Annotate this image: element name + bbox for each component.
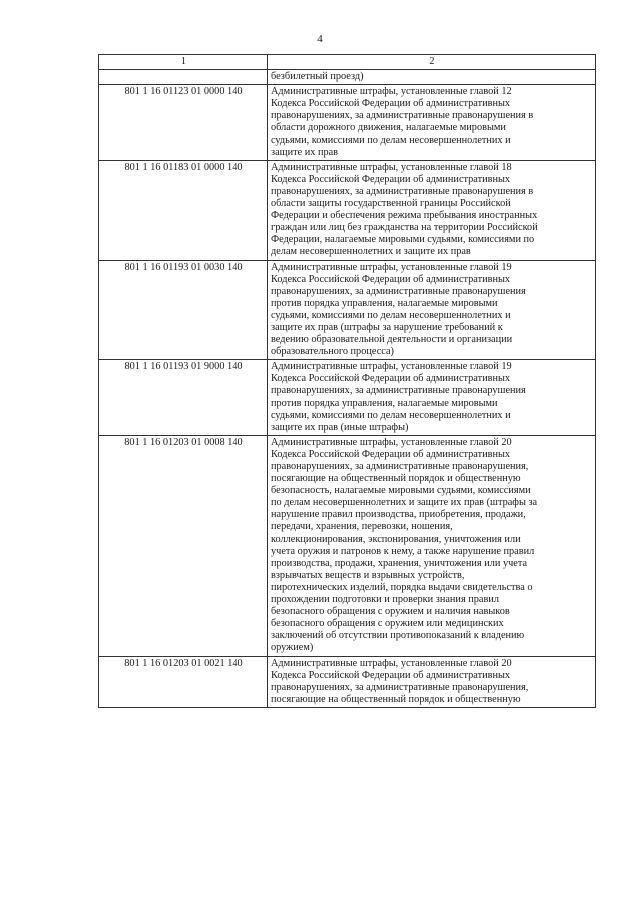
description-line: против порядка управления, налагаемые мировыми xyxy=(271,397,498,409)
description-line: посягающие на общественный порядок и общественную xyxy=(271,473,521,485)
revenue-code-cell: 801 1 16 01183 01 0000 140 xyxy=(99,160,268,260)
description-cell xyxy=(268,360,596,436)
description-cell xyxy=(268,435,596,656)
description-line: судьями, комиссиями по делам несовершеннолетних и xyxy=(271,134,511,146)
description-line: взрывчатых веществ и взрывных устройств, xyxy=(271,569,465,581)
description-line: по делам несовершеннолетних и защите их прав (штрафы за xyxy=(271,497,538,509)
page-number: 4 xyxy=(317,33,323,45)
description-line: против порядка управления, налагаемые мировыми xyxy=(271,297,498,309)
description-line: учета оружия и патронов к нему, а также нарушение правил xyxy=(271,545,535,557)
description-cell xyxy=(268,656,596,707)
description-line: правонарушениях, за административные правонарушения в xyxy=(271,185,534,197)
description-line: безопасного обращения с оружием или медицинских xyxy=(271,618,504,630)
description-line: передачи, хранения, перевозки, ношения, xyxy=(271,521,453,533)
table-row xyxy=(99,360,596,436)
description-line: посягающие на общественный порядок и общественную xyxy=(271,693,521,705)
description-line: Административные штрафы, установленные главой 19 xyxy=(271,261,512,273)
description-line: Федерации, налагаемые мировыми судьями, комиссиями по xyxy=(271,234,535,246)
description-line: ведению образовательной деятельности и организации xyxy=(271,334,513,346)
description-line: Административные штрафы, установленные главой 18 xyxy=(271,161,512,173)
revenue-code-cell: 801 1 16 01203 01 0021 140 xyxy=(99,656,268,707)
description-line: производства, продажи, хранения, уничтожения или учета xyxy=(271,557,528,569)
description-line: безопасность, налагаемые мировыми судьями, комиссиями xyxy=(271,485,531,497)
description-line: Кодекса Российской Федерации об административных xyxy=(271,173,511,185)
revenue-code-cell: 801 1 16 01193 01 9000 140 xyxy=(99,360,268,436)
description-line: Кодекса Российской Федерации об административных xyxy=(271,669,511,681)
description-line: Административные штрафы, установленные главой 20 xyxy=(271,657,512,669)
description-line: граждан или лиц без гражданства на территории Российской xyxy=(271,222,538,234)
description-line: Административные штрафы, установленные главой 19 xyxy=(271,361,512,373)
description-line: нарушение правил производства, приобретения, продажи, xyxy=(271,509,526,521)
description-line: области защиты государственной границы Российской xyxy=(271,198,511,210)
table-header-row xyxy=(99,55,596,70)
description-line: Административные штрафы, установленные главой 12 xyxy=(271,86,512,98)
revenue-code-cell: 801 1 16 01123 01 0000 140 xyxy=(99,85,268,161)
revenue-codes-table xyxy=(98,54,596,708)
description-line: пиротехнических изделий, порядка выдачи свидетельства о xyxy=(271,581,533,593)
description-line: защите их прав (иные штрафы) xyxy=(271,421,409,433)
description-cell xyxy=(268,160,596,260)
description-line: оружием) xyxy=(271,642,314,654)
description-line: Кодекса Российской Федерации об административных xyxy=(271,448,511,460)
description-line: правонарушениях, за административные правонарушения в xyxy=(271,110,534,122)
description-line: области дорожного движения, налагаемые мировыми xyxy=(271,122,506,134)
description-line: судьями, комиссиями по делам несовершеннолетних и xyxy=(271,309,511,321)
description-line: правонарушениях, за административные правонарушения xyxy=(271,385,526,397)
description-line: образовательного процесса) xyxy=(271,346,394,358)
column-header-2: 2 xyxy=(268,55,596,70)
column-header-1: 1 xyxy=(99,55,268,70)
description-line: Кодекса Российской Федерации об административных xyxy=(271,373,511,385)
description-line: делам несовершеннолетних и защите их прав xyxy=(271,246,471,258)
description-line: правонарушениях, за административные правонарушения xyxy=(271,285,526,297)
description-line: защите их прав xyxy=(271,146,339,158)
description-line: защите их прав (штрафы за нарушение требований к xyxy=(271,321,503,333)
description-cell xyxy=(268,70,596,85)
revenue-code-cell: 801 1 16 01193 01 0030 140 xyxy=(99,260,268,360)
table-row xyxy=(99,260,596,360)
description-line: безбилетный проезд) xyxy=(271,71,364,83)
table-body xyxy=(99,70,596,708)
revenue-code-cell: 801 1 16 01203 01 0008 140 xyxy=(99,435,268,656)
table-row xyxy=(99,435,596,656)
description-line: прохождении подготовки и проверки знания правил xyxy=(271,594,499,606)
description-cell xyxy=(268,260,596,360)
description-line: коллекционирования, экспонирования, уничтожения или xyxy=(271,533,521,545)
description-line: Кодекса Российской Федерации об административных xyxy=(271,98,511,110)
description-line: судьями, комиссиями по делам несовершеннолетних и xyxy=(271,409,511,421)
table-row xyxy=(99,656,596,707)
description-cell xyxy=(268,85,596,161)
table-row xyxy=(99,85,596,161)
description-line: правонарушениях, за административные правонарушения, xyxy=(271,461,529,472)
description-line: Федерации и обеспечения режима пребывания иностранных xyxy=(271,210,538,222)
description-line: заключений об отсутствии противопоказаний к владению xyxy=(271,630,525,642)
description-line: правонарушениях, за административные правонарушения, xyxy=(271,681,529,693)
description-line: Кодекса Российской Федерации об административных xyxy=(271,273,511,285)
description-line: безопасного обращения с оружием и наличия навыков xyxy=(271,606,510,618)
table-row xyxy=(99,160,596,260)
description-line: Административные штрафы, установленные главой 20 xyxy=(271,436,512,448)
table-row xyxy=(99,70,596,85)
revenue-code-cell xyxy=(99,70,268,85)
